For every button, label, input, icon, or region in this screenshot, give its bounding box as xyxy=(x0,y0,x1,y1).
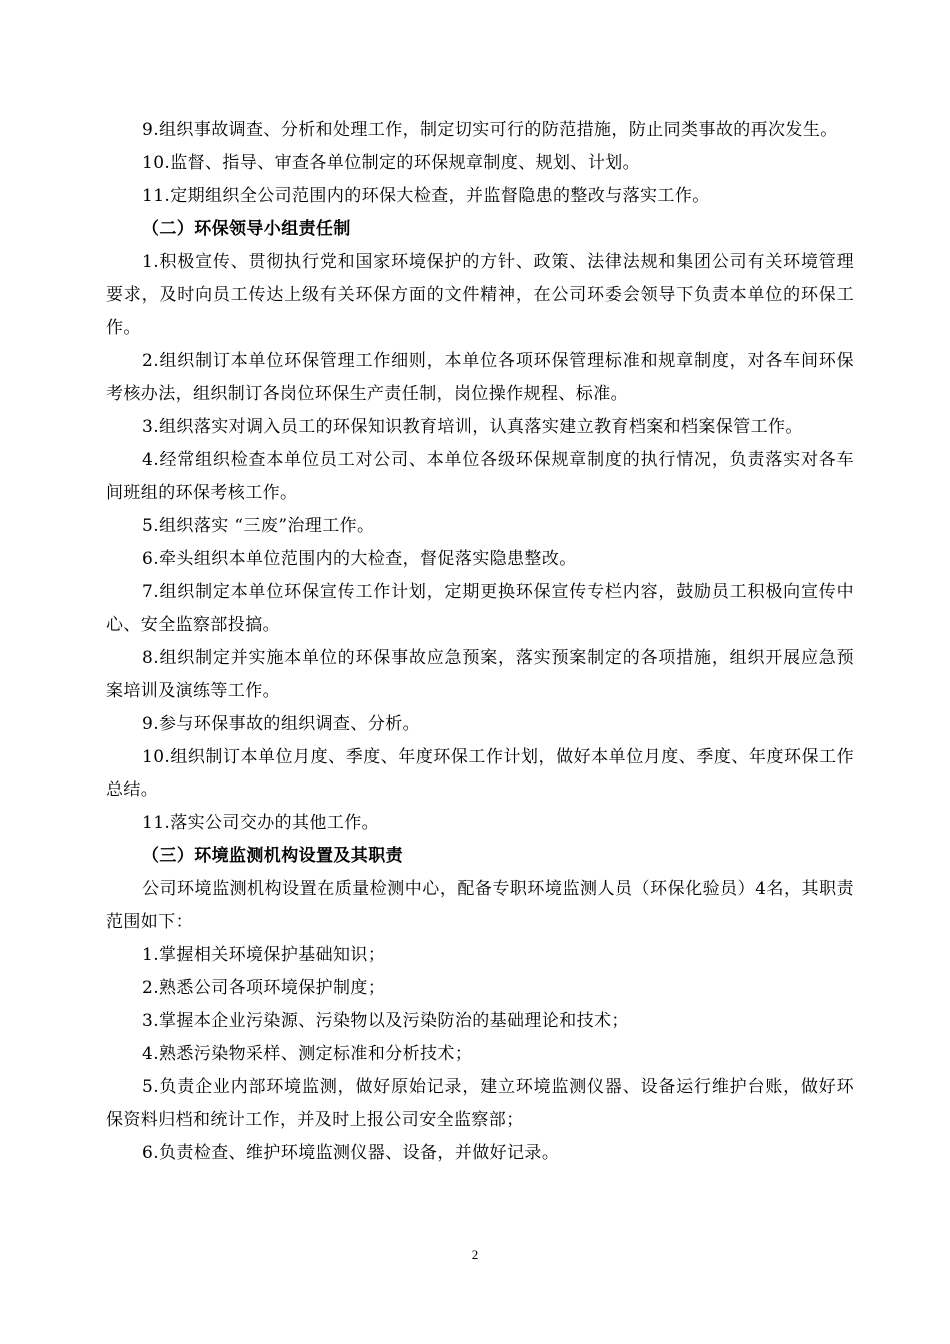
section2-item-7: 7.组织制定本单位环保宣传工作计划，定期更换环保宣传专栏内容，鼓励员工积极向宣传中心、安全监察部投搞。 xyxy=(106,582,854,635)
section2-item-6: 6.牵头组织本单位范围内的大检查，督促落实隐患整改。 xyxy=(142,549,577,569)
section2-item-4: 4.经常组织检查本单位员工对公司、本单位各级环保规章制度的执行情况，负责落实对各车间班组的环保考核工作。 xyxy=(106,450,854,503)
document-body xyxy=(106,114,854,1170)
section2-item-5: 5.组织落实 “三废”治理工作。 xyxy=(142,516,375,536)
section3-item-3: 3.掌握本企业污染源、污染物以及污染防治的基础理论和技术； xyxy=(142,1011,629,1031)
item-10-paragraph: 10.监督、指导、审查各单位制定的环保规章制度、规划、计划。 xyxy=(142,153,641,173)
section3-item-4: 4.熟悉污染物采样、测定标准和分析技术； xyxy=(142,1044,473,1064)
section2-item-8: 8.组织制定并实施本单位的环保事故应急预案，落实预案制定的各项措施，组织开展应急预案培训及演练等工作。 xyxy=(106,648,854,701)
section2-item-2: 2.组织制订本单位环保管理工作细则，本单位各项环保管理标准和规章制度，对各车间环保考核办法，组织制订各岗位环保生产责任制，岗位操作规程、标准。 xyxy=(106,351,854,404)
section3-item-2: 2.熟悉公司各项环境保护制度； xyxy=(142,978,386,998)
section3-item-5: 5.负责企业内部环境监测，做好原始记录，建立环境监测仪器、设备运行维护台账，做好环保资料归档和统计工作，并及时上报公司安全监察部； xyxy=(106,1077,854,1130)
item-9-paragraph: 9.组织事故调查、分析和处理工作，制定切实可行的防范措施，防止同类事故的再次发生。 xyxy=(142,120,838,140)
section2-item-10: 10.组织制订本单位月度、季度、年度环保工作计划，做好本单位月度、季度、年度环保工作总结。 xyxy=(106,747,854,800)
page-number: 2 xyxy=(471,1247,479,1262)
section2-item-11: 11.落实公司交办的其他工作。 xyxy=(142,813,380,833)
section-heading-2: （二）环保领导小组责任制 xyxy=(142,219,351,239)
section2-item-9: 9.参与环保事故的组织调查、分析。 xyxy=(142,714,421,734)
item-11-paragraph: 11.定期组织全公司范围内的环保大检查，并监督隐患的整改与落实工作。 xyxy=(142,186,710,206)
section3-item-6: 6.负责检查、维护环境监测仪器、设备，并做好记录。 xyxy=(142,1143,560,1163)
section2-item-1: 1.积极宣传、贯彻执行党和国家环境保护的方针、政策、法律法规和集团公司有关环境管理要求，及时向员工传达上级有关环保方面的文件精神，在公司环委会领导下负责本单位的环保工作。 xyxy=(106,252,854,338)
section3-item-1: 1.掌握相关环境保护基础知识； xyxy=(142,945,386,965)
section-heading-3: （三）环境监测机构设置及其职责 xyxy=(142,846,403,866)
section2-item-3: 3.组织落实对调入员工的环保知识教育培训，认真落实建立教育档案和档案保管工作。 xyxy=(142,417,803,437)
section3-intro: 公司环境监测机构设置在质量检测中心，配备专职环境监测人员（环保化验员）4名，其职责范围如下： xyxy=(106,879,854,932)
